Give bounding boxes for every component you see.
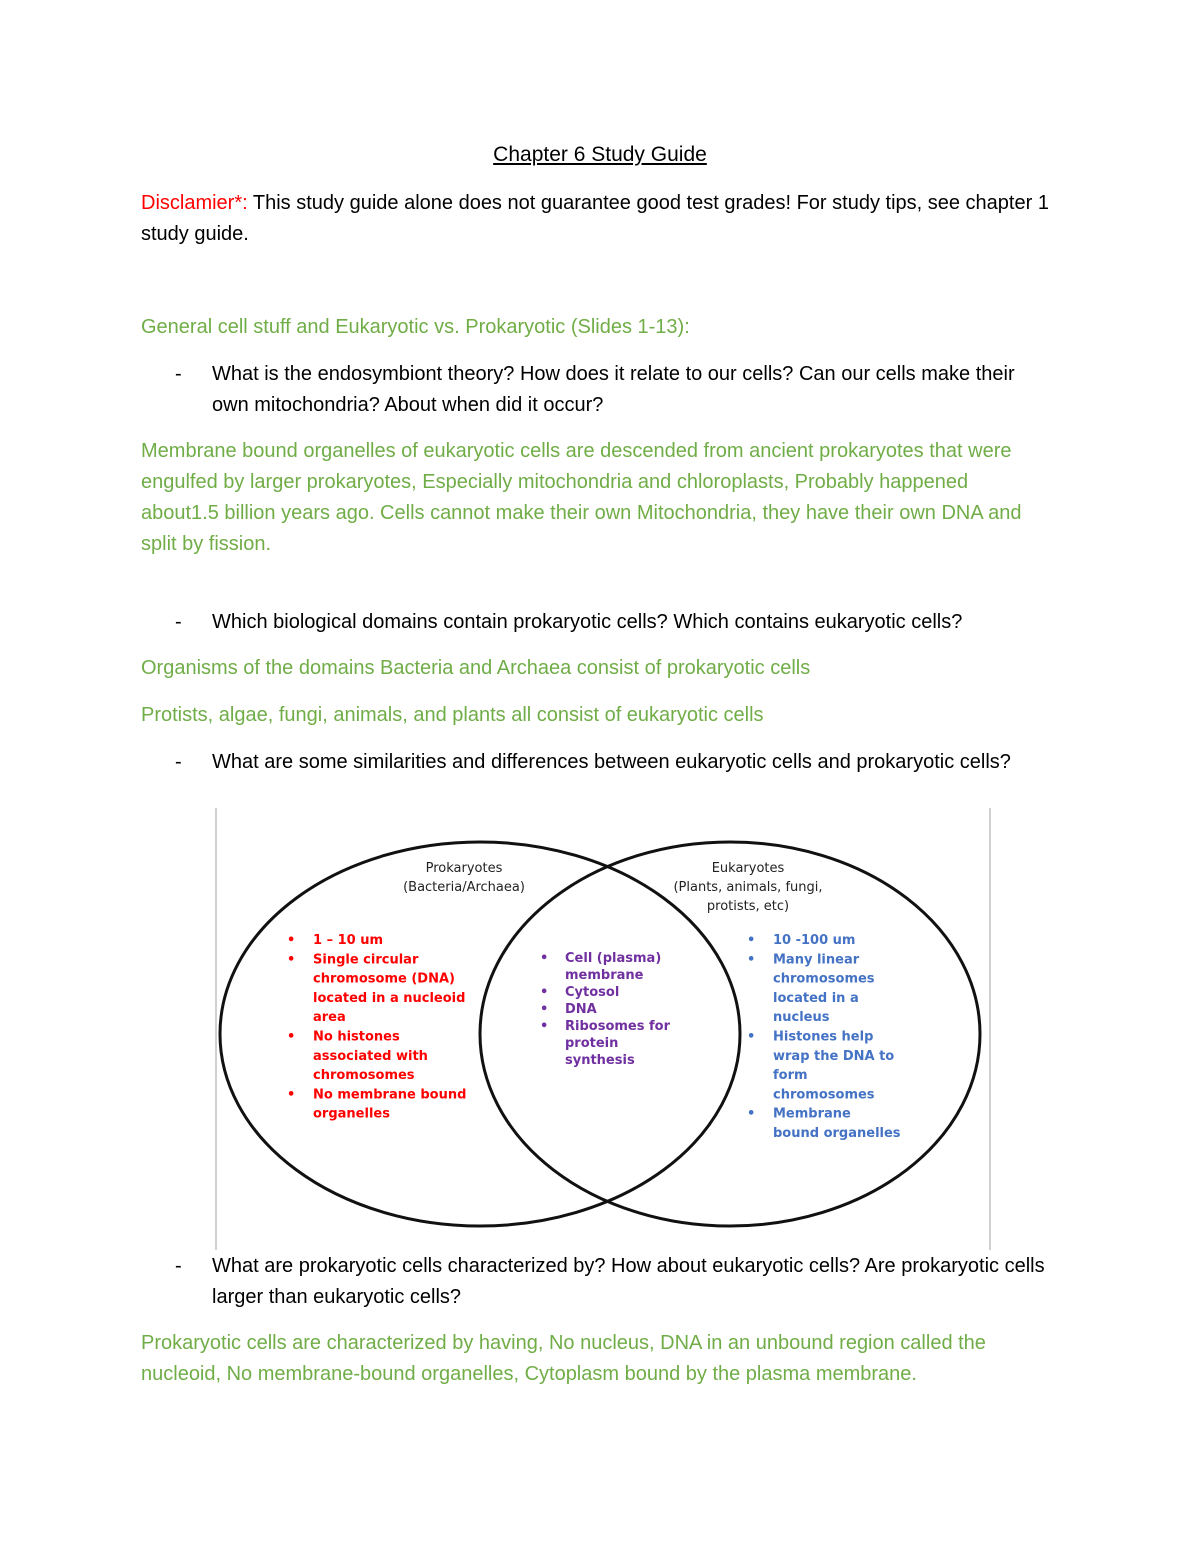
right-item-line: chromosomes [773,971,875,987]
bullet-icon: • [540,1002,549,1017]
bullet-icon: • [747,1106,756,1122]
middle-item-line: Cell (plasma) [565,951,662,966]
middle-item-line: Ribosomes for [565,1019,670,1034]
disclaimer [141,188,1051,250]
left-item-line: No histones [313,1029,400,1045]
question-3 [175,747,1045,778]
venn-diagram [215,808,992,1250]
right-item-line: located in a [773,990,859,1006]
bullet-icon: • [287,952,296,968]
page-title: Chapter 6 Study Guide [493,143,707,166]
question-dash: - [175,363,182,385]
question-text: What is the endosymbiont theory? How does it relate to our cells? Can our cells make their own mitochondria? About when did it occur? [212,363,1015,416]
middle-item-line: Cytosol [565,985,620,1000]
question-dash: - [175,751,182,773]
question-4 [175,1251,1045,1313]
bullet-icon: • [287,1029,296,1045]
left-item-line: Single circular [313,952,419,968]
answer-3: Protists, algae, fungi, animals, and plants all consist of eukaryotic cells [141,704,764,726]
left-item-line: area [313,1010,346,1026]
middle-item-line: DNA [565,1002,597,1017]
eukaryotes-list [747,933,901,1141]
prokaryotes-title-line: Prokaryotes [425,861,503,876]
left-item-line: chromosomes [313,1068,415,1084]
left-item-line: No membrane bound [313,1087,467,1103]
question-text: Which biological domains contain prokaryotic cells? Which contains eukaryotic cells? [212,611,963,633]
right-item-line: chromosomes [773,1087,875,1103]
prokaryotes-title-line: (Bacteria/Archaea) [403,880,525,895]
right-item-line: Many linear [773,952,860,968]
right-item-line: nucleus [773,1010,830,1026]
answer-2: Organisms of the domains Bacteria and Archaea consist of prokaryotic cells [141,657,811,679]
question-2 [175,607,1045,638]
answer-4: Prokaryotic cells are characterized by having, No nucleus, DNA in an unbound region called the nucleoid, No membrane-bound organelles, Cytoplasm bound by the plasma membrane. [141,1332,986,1385]
bullet-icon: • [540,951,549,966]
bullet-icon: • [287,1087,296,1103]
eukaryotes-title-line: (Plants, animals, fungi, [673,880,823,895]
answer-1: Membrane bound organelles of eukaryotic cells are descended from ancient prokaryotes that were engulfed by larger prokaryotes, Especially mitochondria and chloroplasts, Probably happened about1.5 billion years ago. Cells cannot make their own Mitochondria, they have their own DNA and split by fission. [141,440,1022,555]
eukaryotes-title-line: protists, etc) [706,899,790,914]
bullet-icon: • [747,933,756,948]
question-dash: - [175,1255,182,1277]
venn-diagram-svg [215,808,992,1250]
eukaryotes-title [673,861,822,914]
right-item-line: Membrane [773,1106,851,1122]
disclaimer-label: Disclamier*: [141,192,248,214]
right-item-line: bound organelles [773,1126,901,1141]
bullet-icon: • [540,985,549,1000]
right-item-line: wrap the DNA to [773,1048,895,1064]
disclaimer-text: This study guide alone does not guarantee good test grades! For study tips, see chapter 1 study guide. [141,192,1049,245]
shared-features-list [540,951,671,1068]
left-item-line: associated with [313,1048,428,1064]
question-dash: - [175,611,182,633]
bullet-icon: • [540,1019,549,1034]
prokaryotes-list [287,933,466,1122]
right-item-line: form [773,1068,808,1084]
section-heading: General cell stuff and Eukaryotic vs. Prokaryotic (Slides 1-13): [141,316,690,338]
left-item-line: organelles [313,1106,390,1122]
bullet-icon: • [747,952,756,968]
right-item-line: 10 -100 um [773,933,856,948]
bullet-icon: • [747,1029,756,1045]
middle-item-line: synthesis [565,1053,635,1068]
eukaryotes-title-line: Eukaryotes [711,861,785,876]
right-item-line: Histones help [773,1029,874,1045]
left-item-line: located in a nucleoid [313,990,466,1006]
question-text: What are some similarities and differences between eukaryotic cells and prokaryotic cells? [212,751,1011,773]
left-item-line: chromosome (DNA) [313,971,455,987]
middle-item-line: membrane [565,968,644,983]
left-item-line: 1 – 10 um [313,933,384,948]
question-1 [175,359,1045,421]
question-text: What are prokaryotic cells characterized by? How about eukaryotic cells? Are prokaryotic cells larger than eukaryotic cells? [212,1255,1045,1308]
prokaryotes-title [403,861,525,895]
bullet-icon: • [287,933,296,948]
middle-item-line: protein [565,1036,619,1051]
